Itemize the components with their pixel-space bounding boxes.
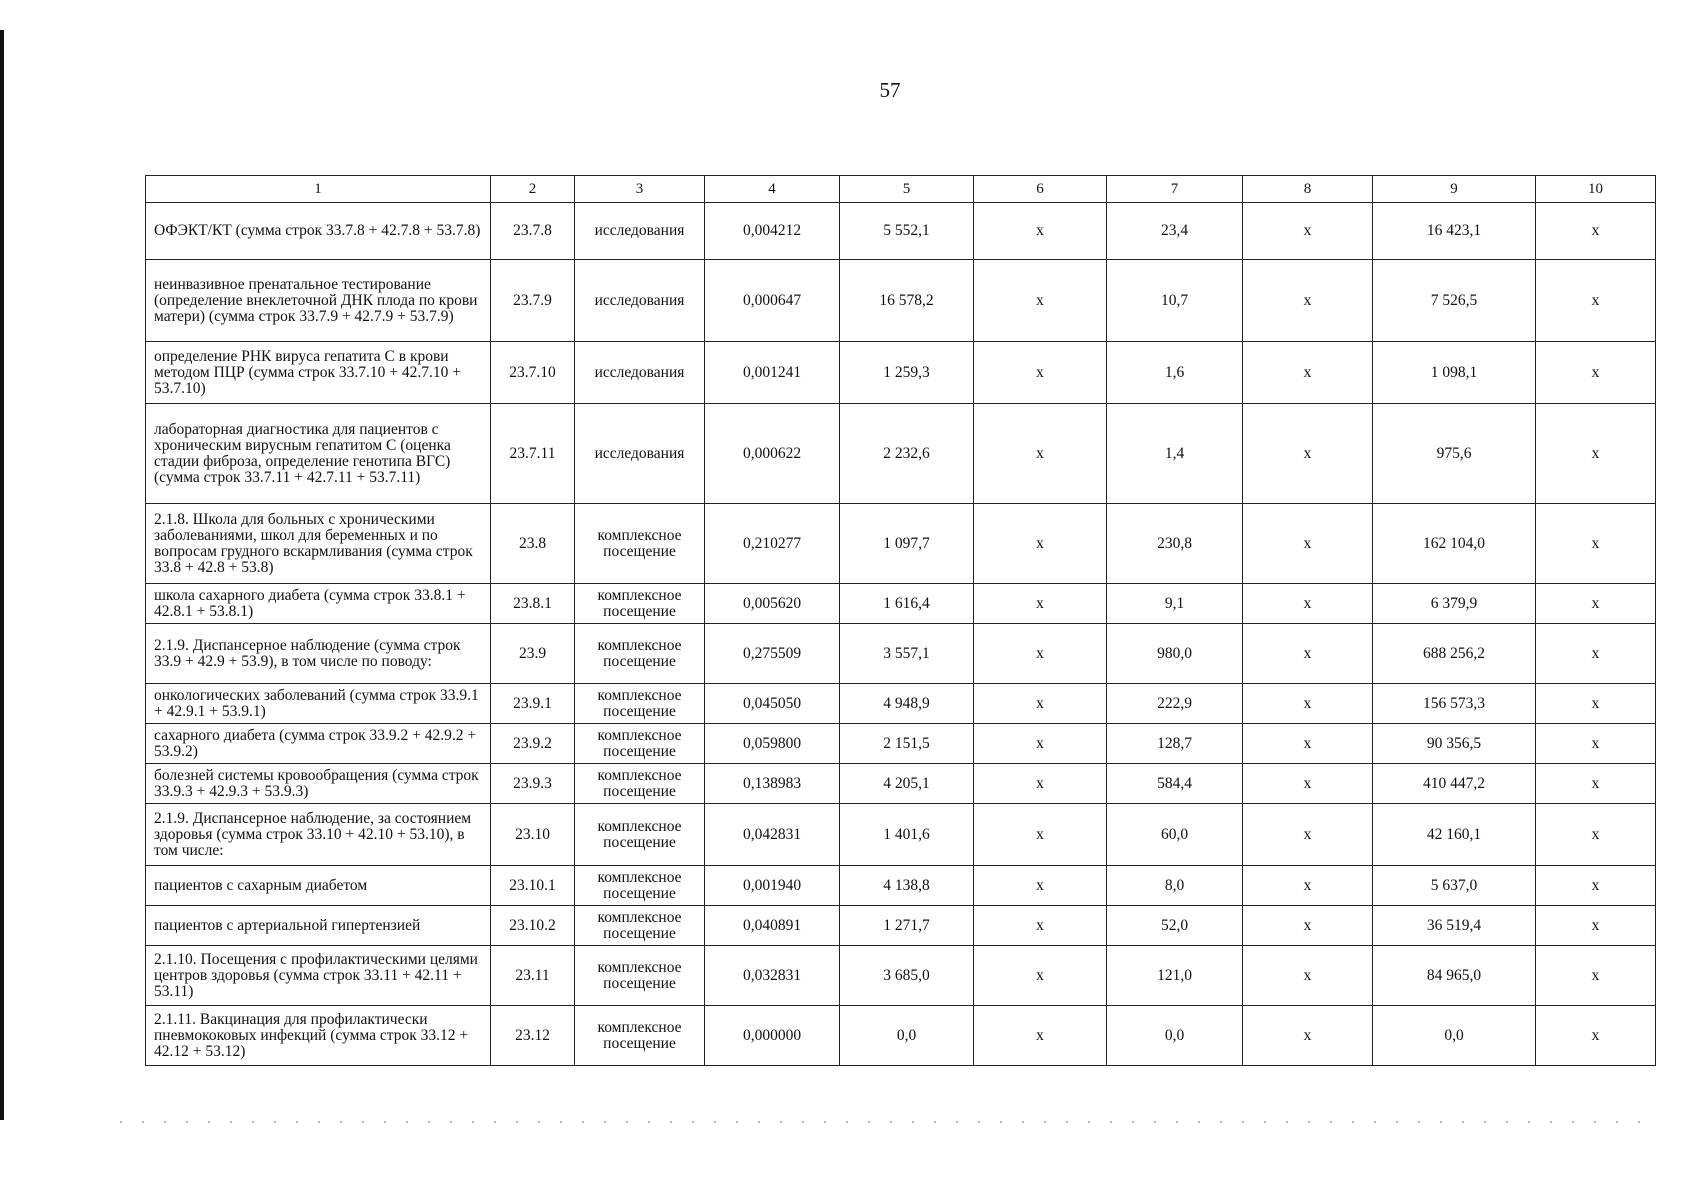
- value-cell: 7 526,5: [1373, 260, 1536, 342]
- value-cell: x: [1536, 724, 1656, 764]
- value-cell: 5 637,0: [1373, 866, 1536, 906]
- value-cell: x: [1536, 584, 1656, 624]
- description-cell: школа сахарного диабета (сумма строк 33.8.1 + 42.8.1 + 53.8.1): [146, 584, 491, 624]
- unit-cell: комплексное посещение: [575, 866, 705, 906]
- unit-cell: комплексное посещение: [575, 584, 705, 624]
- value-cell: 8,0: [1107, 866, 1243, 906]
- value-cell: 584,4: [1107, 764, 1243, 804]
- value-cell: 0,005620: [705, 584, 840, 624]
- header-cell: 1: [146, 176, 491, 203]
- value-cell: x: [974, 684, 1107, 724]
- value-cell: 0,0: [1373, 1006, 1536, 1066]
- value-cell: x: [974, 906, 1107, 946]
- row-code-cell: 23.7.8: [491, 203, 575, 260]
- description-cell: болезней системы кровообращения (сумма строк 33.9.3 + 42.9.3 + 53.9.3): [146, 764, 491, 804]
- row-code-cell: 23.7.11: [491, 404, 575, 504]
- table-row: [146, 804, 1656, 866]
- description-cell: пациентов с сахарным диабетом: [146, 866, 491, 906]
- table-row: [146, 946, 1656, 1006]
- row-code-cell: 23.9.1: [491, 684, 575, 724]
- row-code-cell: 23.8.1: [491, 584, 575, 624]
- value-cell: 1 098,1: [1373, 342, 1536, 404]
- value-cell: x: [1536, 906, 1656, 946]
- value-cell: x: [1243, 504, 1373, 584]
- value-cell: x: [1536, 946, 1656, 1006]
- row-code-cell: 23.9.2: [491, 724, 575, 764]
- value-cell: 0,004212: [705, 203, 840, 260]
- value-cell: 975,6: [1373, 404, 1536, 504]
- value-cell: 0,040891: [705, 906, 840, 946]
- value-cell: 4 948,9: [840, 684, 974, 724]
- row-code-cell: 23.10.1: [491, 866, 575, 906]
- value-cell: x: [1536, 404, 1656, 504]
- row-code-cell: 23.8: [491, 504, 575, 584]
- value-cell: 1,6: [1107, 342, 1243, 404]
- header-cell: 7: [1107, 176, 1243, 203]
- value-cell: x: [1243, 684, 1373, 724]
- value-cell: 980,0: [1107, 624, 1243, 684]
- value-cell: 156 573,3: [1373, 684, 1536, 724]
- value-cell: x: [974, 1006, 1107, 1066]
- unit-cell: комплексное посещение: [575, 624, 705, 684]
- value-cell: x: [1243, 764, 1373, 804]
- value-cell: 16 423,1: [1373, 203, 1536, 260]
- description-cell: ОФЭКТ/КТ (сумма строк 33.7.8 + 42.7.8 + 53.7.8): [146, 203, 491, 260]
- table-row: [146, 866, 1656, 906]
- description-cell: онкологических заболеваний (сумма строк 33.9.1 + 42.9.1 + 53.9.1): [146, 684, 491, 724]
- value-cell: 5 552,1: [840, 203, 974, 260]
- row-code-cell: 23.7.10: [491, 342, 575, 404]
- unit-cell: комплексное посещение: [575, 684, 705, 724]
- value-cell: 0,000647: [705, 260, 840, 342]
- value-cell: x: [1243, 404, 1373, 504]
- table-row: [146, 724, 1656, 764]
- value-cell: x: [1243, 260, 1373, 342]
- value-cell: 90 356,5: [1373, 724, 1536, 764]
- header-cell: 3: [575, 176, 705, 203]
- value-cell: 0,000622: [705, 404, 840, 504]
- value-cell: 1 401,6: [840, 804, 974, 866]
- value-cell: 128,7: [1107, 724, 1243, 764]
- value-cell: 0,275509: [705, 624, 840, 684]
- value-cell: 0,045050: [705, 684, 840, 724]
- value-cell: 9,1: [1107, 584, 1243, 624]
- header-cell: 2: [491, 176, 575, 203]
- value-cell: x: [1536, 1006, 1656, 1066]
- value-cell: 1,4: [1107, 404, 1243, 504]
- page-number: 57: [879, 78, 901, 102]
- value-cell: 0,000000: [705, 1006, 840, 1066]
- header-cell: 5: [840, 176, 974, 203]
- row-code-cell: 23.9: [491, 624, 575, 684]
- value-cell: 0,001241: [705, 342, 840, 404]
- value-cell: x: [1243, 866, 1373, 906]
- description-cell: 2.1.8. Школа для больных с хроническими заболеваниями, школ для беременных и по вопросам грудного вскармливания (сумма строк 33.8 + 42.8 + 53.8): [146, 504, 491, 584]
- description-cell: лабораторная диагностика для пациентов с хроническим вирусным гепатитом С (оценка стадии фиброза, определение генотипа ВГС) (сумма строк 33.7.11 + 42.7.11 + 53.7.11): [146, 404, 491, 504]
- table-row: [146, 764, 1656, 804]
- value-cell: x: [1536, 624, 1656, 684]
- value-cell: x: [1536, 342, 1656, 404]
- value-cell: 4 205,1: [840, 764, 974, 804]
- table-row: [146, 584, 1656, 624]
- value-cell: x: [974, 804, 1107, 866]
- header-cell: 10: [1536, 176, 1656, 203]
- unit-cell: исследования: [575, 203, 705, 260]
- unit-cell: комплексное посещение: [575, 724, 705, 764]
- value-cell: x: [974, 764, 1107, 804]
- scan-edge-bar: [0, 30, 4, 1120]
- value-cell: 0,059800: [705, 724, 840, 764]
- value-cell: x: [974, 260, 1107, 342]
- value-cell: 162 104,0: [1373, 504, 1536, 584]
- value-cell: 10,7: [1107, 260, 1243, 342]
- scan-noise-line: [120, 1121, 1660, 1123]
- description-cell: определение РНК вируса гепатита С в крови методом ПЦР (сумма строк 33.7.10 + 42.7.10 + 53.7.10): [146, 342, 491, 404]
- value-cell: 1 259,3: [840, 342, 974, 404]
- value-cell: 222,9: [1107, 684, 1243, 724]
- value-cell: 1 271,7: [840, 906, 974, 946]
- table-row: [146, 342, 1656, 404]
- unit-cell: комплексное посещение: [575, 1006, 705, 1066]
- value-cell: 23,4: [1107, 203, 1243, 260]
- value-cell: 0,001940: [705, 866, 840, 906]
- row-code-cell: 23.7.9: [491, 260, 575, 342]
- table-row: [146, 404, 1656, 504]
- value-cell: x: [1243, 624, 1373, 684]
- unit-cell: комплексное посещение: [575, 504, 705, 584]
- table-row: [146, 906, 1656, 946]
- description-cell: 2.1.9. Диспансерное наблюдение (сумма строк 33.9 + 42.9 + 53.9), в том числе по поводу:: [146, 624, 491, 684]
- value-cell: 0,032831: [705, 946, 840, 1006]
- value-cell: 1 097,7: [840, 504, 974, 584]
- unit-cell: комплексное посещение: [575, 946, 705, 1006]
- value-cell: 42 160,1: [1373, 804, 1536, 866]
- value-cell: x: [974, 624, 1107, 684]
- value-cell: 2 232,6: [840, 404, 974, 504]
- value-cell: x: [1536, 203, 1656, 260]
- table-row: [146, 260, 1656, 342]
- value-cell: x: [1243, 1006, 1373, 1066]
- value-cell: x: [974, 584, 1107, 624]
- value-cell: x: [1243, 584, 1373, 624]
- value-cell: x: [1243, 342, 1373, 404]
- header-cell: 9: [1373, 176, 1536, 203]
- value-cell: x: [974, 404, 1107, 504]
- header-cell: 8: [1243, 176, 1373, 203]
- value-cell: x: [1243, 906, 1373, 946]
- value-cell: 36 519,4: [1373, 906, 1536, 946]
- value-cell: x: [1243, 724, 1373, 764]
- value-cell: 3 557,1: [840, 624, 974, 684]
- value-cell: x: [1243, 804, 1373, 866]
- value-cell: x: [1243, 946, 1373, 1006]
- value-cell: 60,0: [1107, 804, 1243, 866]
- value-cell: x: [1243, 203, 1373, 260]
- header-cell: 4: [705, 176, 840, 203]
- header-cell: 6: [974, 176, 1107, 203]
- row-code-cell: 23.10.2: [491, 906, 575, 946]
- value-cell: 6 379,9: [1373, 584, 1536, 624]
- value-cell: 1 616,4: [840, 584, 974, 624]
- table-row: [146, 203, 1656, 260]
- table-row: [146, 624, 1656, 684]
- value-cell: x: [974, 342, 1107, 404]
- value-cell: x: [974, 946, 1107, 1006]
- row-code-cell: 23.11: [491, 946, 575, 1006]
- table-row: [146, 684, 1656, 724]
- value-cell: 52,0: [1107, 906, 1243, 946]
- value-cell: x: [974, 866, 1107, 906]
- unit-cell: комплексное посещение: [575, 804, 705, 866]
- header-row: [146, 176, 1656, 203]
- unit-cell: комплексное посещение: [575, 764, 705, 804]
- unit-cell: исследования: [575, 260, 705, 342]
- value-cell: 4 138,8: [840, 866, 974, 906]
- description-cell: неинвазивное пренатальное тестирование (определение внеклеточной ДНК плода по крови матери) (сумма строк 33.7.9 + 42.7.9 + 53.7.9): [146, 260, 491, 342]
- description-cell: 2.1.10. Посещения с профилактическими целями центров здоровья (сумма строк 33.11 + 42.11 + 53.11): [146, 946, 491, 1006]
- value-cell: x: [1536, 684, 1656, 724]
- value-cell: 16 578,2: [840, 260, 974, 342]
- value-cell: x: [974, 724, 1107, 764]
- value-cell: 0,0: [1107, 1006, 1243, 1066]
- value-cell: x: [1536, 764, 1656, 804]
- value-cell: 410 447,2: [1373, 764, 1536, 804]
- value-cell: 121,0: [1107, 946, 1243, 1006]
- description-cell: сахарного диабета (сумма строк 33.9.2 + 42.9.2 + 53.9.2): [146, 724, 491, 764]
- value-cell: x: [974, 504, 1107, 584]
- value-cell: 3 685,0: [840, 946, 974, 1006]
- value-cell: 688 256,2: [1373, 624, 1536, 684]
- table-row: [146, 504, 1656, 584]
- row-code-cell: 23.10: [491, 804, 575, 866]
- value-cell: 2 151,5: [840, 724, 974, 764]
- unit-cell: исследования: [575, 404, 705, 504]
- unit-cell: комплексное посещение: [575, 906, 705, 946]
- value-cell: 0,210277: [705, 504, 840, 584]
- value-cell: 0,0: [840, 1006, 974, 1066]
- description-cell: 2.1.11. Вакцинация для профилактически пневмококовых инфекций (сумма строк 33.12 + 42.12 + 53.12): [146, 1006, 491, 1066]
- value-cell: x: [974, 203, 1107, 260]
- value-cell: x: [1536, 504, 1656, 584]
- row-code-cell: 23.9.3: [491, 764, 575, 804]
- unit-cell: исследования: [575, 342, 705, 404]
- value-cell: x: [1536, 260, 1656, 342]
- value-cell: 84 965,0: [1373, 946, 1536, 1006]
- data-table: [145, 175, 1656, 1066]
- value-cell: 0,042831: [705, 804, 840, 866]
- table-row: [146, 1006, 1656, 1066]
- value-cell: x: [1536, 804, 1656, 866]
- value-cell: 0,138983: [705, 764, 840, 804]
- description-cell: пациентов с артериальной гипертензией: [146, 906, 491, 946]
- description-cell: 2.1.9. Диспансерное наблюдение, за состоянием здоровья (сумма строк 33.10 + 42.10 + 53.10), в том числе:: [146, 804, 491, 866]
- value-cell: 230,8: [1107, 504, 1243, 584]
- value-cell: x: [1536, 866, 1656, 906]
- row-code-cell: 23.12: [491, 1006, 575, 1066]
